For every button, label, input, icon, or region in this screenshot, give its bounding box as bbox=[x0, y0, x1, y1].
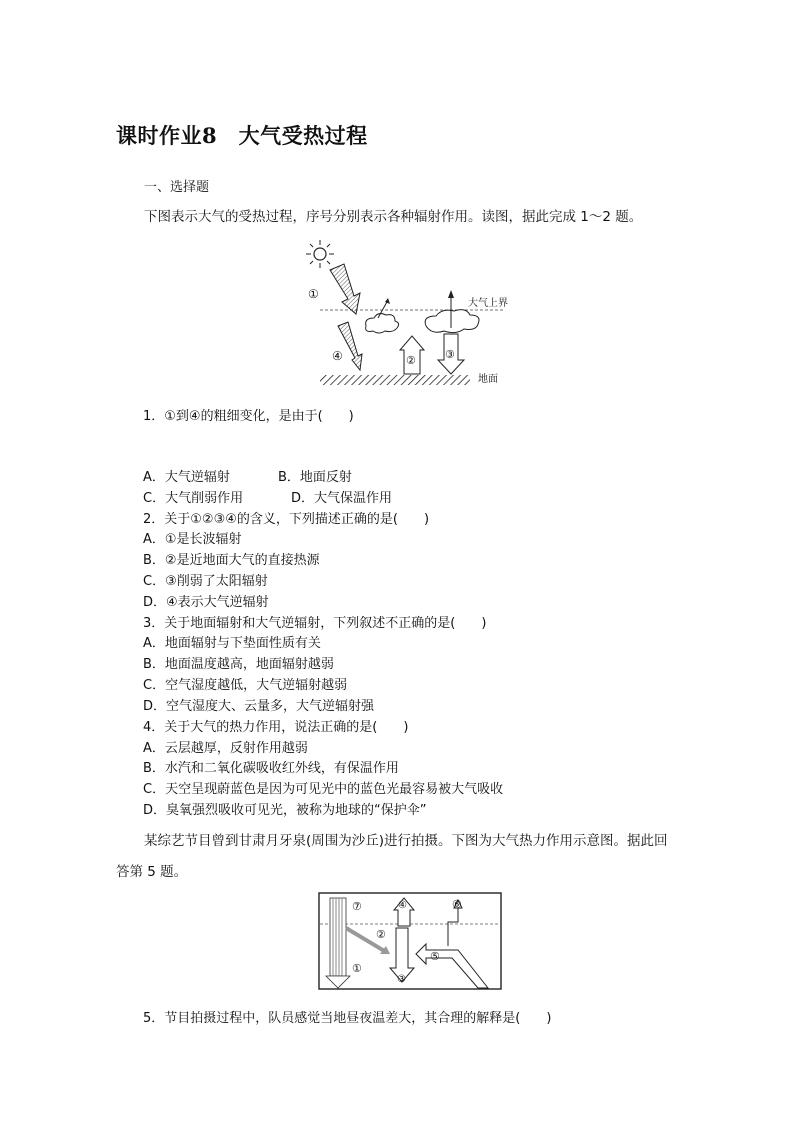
q3-option-c[interactable]: C．空气湿度越低，大气逆辐射越弱 bbox=[143, 678, 348, 693]
q3-stem: 3．关于地面辐射和大气逆辐射，下列叙述不正确的是( ) bbox=[143, 616, 487, 631]
intro-text: 下图表示大气的受热过程，序号分别表示各种辐射作用。读图，据此完成 1～2 题。 bbox=[144, 209, 643, 225]
q2-option-d[interactable]: D．④表示大气逆辐射 bbox=[143, 595, 269, 610]
arrow-1 bbox=[330, 264, 360, 314]
q3-option-b[interactable]: B．地面温度越高，地面辐射越弱 bbox=[143, 657, 334, 672]
q3-option-d[interactable]: D．空气湿度大、云量多，大气逆辐射强 bbox=[143, 699, 375, 714]
q2-option-b[interactable]: B．②是近地面大气的直接热源 bbox=[143, 553, 320, 568]
sun-icon bbox=[306, 240, 334, 268]
label-1: ① bbox=[308, 287, 319, 301]
label-ground: 地面 bbox=[478, 374, 498, 385]
label-fig2-4: ④ bbox=[398, 900, 407, 911]
label-fig2-2: ② bbox=[376, 928, 386, 941]
q2-option-c[interactable]: C．③削弱了太阳辐射 bbox=[143, 574, 268, 589]
q5-intro-line-1: 某综艺节目曾到甘肃月牙泉(周围为沙丘)进行拍摄。下图为大气热力作用示意图。据此回 bbox=[144, 833, 668, 849]
q4-stem: 4．关于大气的热力作用，说法正确的是( ) bbox=[143, 720, 409, 735]
page-title: 课时作业8 大气受热过程 bbox=[116, 123, 368, 148]
cloud-right bbox=[425, 310, 479, 333]
q1-option-d[interactable]: D．大气保温作用 bbox=[291, 491, 393, 506]
label-atmosphere-top: 大气上界 bbox=[468, 298, 508, 309]
q1-option-c[interactable]: C．大气削弱作用 bbox=[143, 491, 244, 506]
q3-option-a[interactable]: A．地面辐射与下垫面性质有关 bbox=[143, 636, 321, 651]
q5-stem: 5．节目拍摄过程中，队员感觉当地昼夜温差大，其合理的解释是( ) bbox=[143, 1011, 552, 1026]
cloud-left bbox=[366, 314, 399, 333]
q4-option-a[interactable]: A．云层越厚，反射作用越弱 bbox=[143, 741, 308, 756]
q1-option-b[interactable]: B．地面反射 bbox=[278, 470, 352, 485]
q4-option-b[interactable]: B．水汽和二氧化碳吸收红外线，有保温作用 bbox=[143, 761, 399, 776]
figure-thermal-effect bbox=[318, 892, 504, 992]
q1-option-a[interactable]: A．大气逆辐射 bbox=[143, 470, 230, 485]
q1-stem: 1．①到④的粗细变化，是由于( ) bbox=[143, 409, 354, 424]
q5-intro-line-2: 答第 5 题。 bbox=[116, 864, 188, 880]
label-4: ④ bbox=[332, 349, 343, 363]
label-fig2-3: ③ bbox=[397, 974, 406, 985]
figure-atmosphere-heating bbox=[300, 238, 530, 390]
label-fig2-6: ⑥ bbox=[452, 898, 462, 911]
q2-option-a[interactable]: A．①是长波辐射 bbox=[143, 532, 242, 547]
q4-option-c[interactable]: C．天空呈现蔚蓝色是因为可见光中的蓝色光最容易被大气吸收 bbox=[143, 782, 504, 797]
label-3: ③ bbox=[445, 348, 455, 361]
label-fig2-1: ① bbox=[352, 962, 362, 975]
label-2: ② bbox=[406, 354, 416, 367]
q4-option-d[interactable]: D．臭氧强烈吸收可见光，被称为地球的“保护伞” bbox=[143, 803, 427, 818]
arrow-fig2-1 bbox=[326, 898, 350, 988]
label-fig2-5: ⑤ bbox=[430, 950, 440, 963]
section-heading: 一、选择题 bbox=[144, 180, 210, 195]
label-fig2-7: ⑦ bbox=[352, 900, 362, 913]
q2-stem: 2．关于①②③④的含义，下列描述正确的是( ) bbox=[143, 512, 430, 527]
ground bbox=[320, 375, 470, 385]
